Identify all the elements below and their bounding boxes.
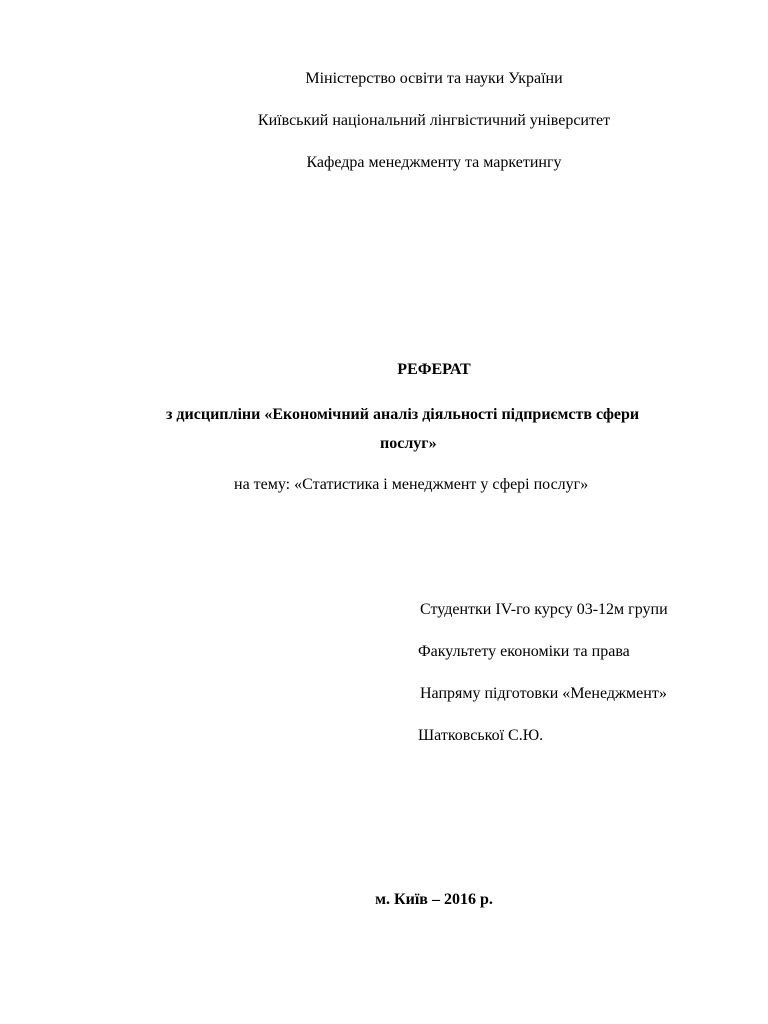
discipline-line-1: з дисципліни «Економічний аналіз діяльності підприємств сфери: [166, 406, 640, 423]
topic-line: на тему: «Статистика і менеджмент у сфері послуг»: [234, 476, 589, 493]
author-name: Шатковської С.Ю.: [418, 727, 544, 744]
discipline-line-2: послуг»: [380, 435, 437, 452]
student-course-line: Студентки IV-го курсу 03-12м групи: [420, 601, 668, 618]
direction-line: Напряму підготовки «Менеджмент»: [420, 685, 667, 702]
ministry-name: Міністерство освіти та науки України: [305, 70, 563, 87]
document-type-heading: РЕФЕРАТ: [397, 361, 471, 378]
university-name: Київський національний лінгвістичний університет: [257, 112, 611, 129]
faculty-line: Факультету економіки та права: [418, 643, 630, 660]
city-year: м. Київ – 2016 р.: [375, 891, 493, 908]
department-name: Кафедра менеджменту та маркетингу: [306, 154, 562, 171]
